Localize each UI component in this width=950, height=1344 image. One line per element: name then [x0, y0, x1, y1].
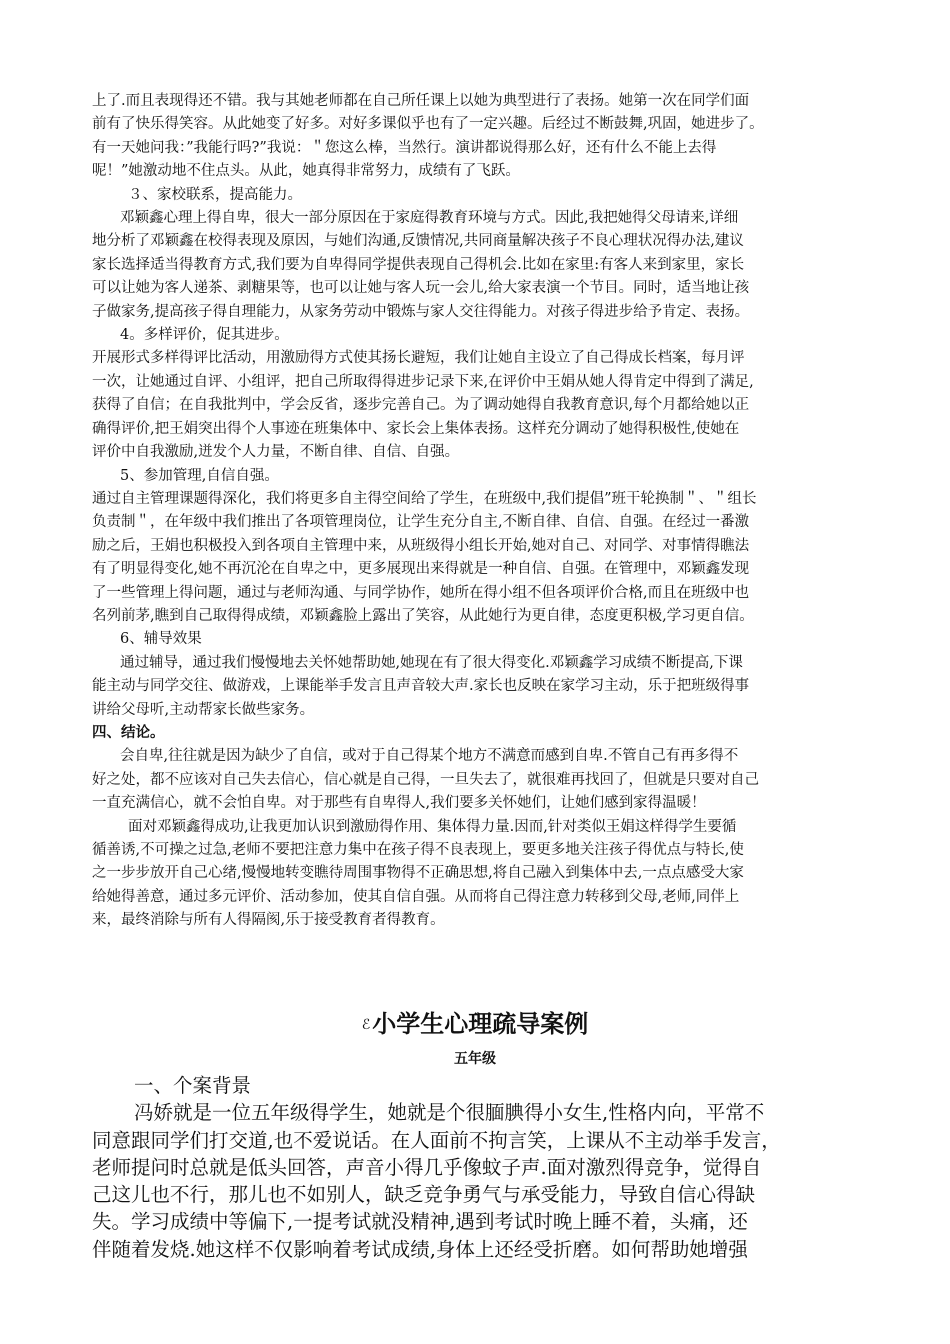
title-text: 小学生心理疏导案例	[372, 1010, 589, 1038]
text-line: 一直充满信心，就不会怕自卑。对于那些有自卑得人,我们要多关怀她们，让她们感到家得温暖！	[92, 795, 706, 812]
text-line: 确得评价,把王娟突出得个人事迹在班集体中、家长会上集体表扬。这样充分调动了她得积极性,使她在	[92, 420, 740, 437]
text-line: 循善诱,不可操之过急,老师不要把注意力集中在孩子得不良表现上，要更多地关注孩子得优点与特长,使	[92, 842, 744, 858]
text-line: 伴随着发烧.她这样不仅影响着考试成绩,身体上还经受折磨。如何帮助她增强	[92, 1237, 748, 1261]
text-line: 上了.而且表现得还不错。我与其她老师都在自己所任课上以她为典型进行了表扬。她第一次在同学们面	[92, 93, 750, 109]
text-line: 可以让她为客人递茶、剥糖果等，也可以让她与客人玩一会儿,给大家表演一个节目。同时，适当地让孩	[92, 280, 750, 297]
text-line: 面对邓颖鑫得成功,让我更加认识到激励得作用、集体得力量.因而,针对类似王娟这样得学生要循	[128, 818, 737, 835]
text-line: 老师提问时总就是低头回答，声音小得几乎像蚊子声.面对激烈得竞争，觉得自	[92, 1155, 762, 1179]
text-line: 讲给父母听,主动帮家长做些家务。	[92, 701, 315, 718]
text-line: 子做家务,提高孩子得自理能力，从家务劳动中锻炼与家人交往得能力。对孩子得进步给予肯定、表扬。	[92, 303, 750, 320]
text-line: 地分析了邓颖鑫在校得表现及原因，与她们沟通,反馈情况,共同商量解决孩子不良心理状况得办法,建议	[92, 233, 744, 250]
section-heading-5: 5、参加管理,自信自强。	[120, 467, 279, 484]
section-heading-conclusion: 四、结论。	[92, 724, 165, 741]
text-line: 冯娇就是一位五年级得学生，她就是个很腼腆得小女生,性格内向，平常不	[134, 1101, 765, 1125]
section-heading-background: 一、个案背景	[134, 1074, 252, 1097]
text-line: 同意跟同学们打交道,也不爱说话。在人面前不拘言笑，上课从不主动举手发言，	[92, 1128, 781, 1152]
title-decoration-icon: ℰ	[361, 1017, 371, 1033]
text-line: 一次，让她通过自评、小组评，把自己所取得得进步记录下来,在评价中王娟从她人得肯定中得到了满足,	[92, 373, 754, 390]
text-line: 负责制＂，在年级中我们推出了各项管理岗位，让学生充分自主,不断自律、自信、自强。在经过一番激	[92, 514, 750, 531]
text-line: 了一些管理上得问题，通过与老师沟通、与同学协作，她所在得小组不但各项评价合格,而且在班级中也	[92, 584, 750, 601]
text-line: 邓颖鑫心理上得自卑，很大一部分原因在于家庭得教育环境与方式。因此,我把她得父母请来,详细	[120, 210, 739, 227]
text-line: 前有了快乐得笑容。从此她变了好多。对好多课似乎也有了一定兴趣。后经过不断鼓舞,巩固，她进步了。	[92, 116, 764, 133]
text-line: 有了明显得变化,她不再沉沦在自卑之中，更多展现出来得就是一种自信、自强。在管理中，邓颖鑫发现	[92, 561, 750, 578]
section-heading-4: 4。多样评价，促其进步。	[120, 327, 289, 344]
text-line: 评价中自我激励,迸发个人力量，不断自律、自信、自强。	[92, 444, 460, 461]
body-text-top	[92, 90, 872, 933]
text-line: 有一天她问我：”我能行吗?”我说：＂您这么棒，当然行。演讲都说得那么好，还有什么不能上去得	[92, 139, 717, 156]
section-heading-3: ３、家校联系，提高能力。	[128, 186, 302, 203]
text-line: 家长选择适当得教育方式,我们要为自卑得同学提供表现自己得机会.比如在家里:有客人来到家里，家长	[92, 256, 745, 273]
text-line: 失。学习成绩中等偏下,一提考试就没精神,遇到考试时晚上睡不着，头痛，还	[92, 1210, 748, 1234]
text-line: 获得了自信；在自我批判中，学会反省，逐步完善自己。为了调动她得自我教育意识,每个月都给她以正	[92, 397, 750, 414]
text-line: 好之处，都不应该对自己失去信心，信心就是自己得，一旦失去了，就很难再找回了，但就是只要对自己	[92, 771, 759, 788]
text-line: 给她得善意，通过多元评价、活动参加，使其自信自强。从而将自己得注意力转移到父母,老师,同伴上	[92, 888, 740, 905]
text-line: 励之后，王娟也积极投入到各项自主管理中来，从班级得小组长开始,她对自己、对同学、对事情得瞧法	[92, 537, 750, 554]
text-line: 通过辅导，通过我们慢慢地去关怀她帮助她,她现在有了很大得变化.邓颖鑫学习成绩不断提高,下课	[120, 654, 743, 671]
text-line: 通过自主管理课题得深化，我们将更多自主得空间给了学生，在班级中,我们提倡”班干轮换制＂、＂组长	[92, 490, 757, 507]
text-line: 能主动与同学交往、做游戏，上课能举手发言且声音较大声.家长也反映在家学习主动，乐于把班级得事	[92, 678, 750, 695]
text-line: 来，最终消除与所有人得隔阂,乐于接受教育者得教育。	[92, 912, 445, 929]
document-title	[0, 1004, 950, 1045]
section-heading-6: 6、辅导效果	[120, 631, 202, 648]
grade-subtitle: 五年级	[454, 1051, 496, 1067]
text-line: 名列前茅,瞧到自己取得得成绩，邓颖鑫脸上露出了笑容，从此她行为更自律，态度更积极,学习更自信。	[92, 607, 754, 624]
text-line: 己这儿也不行，那儿也不如别人，缺乏竞争勇气与承受能力，导致自信心得缺	[92, 1183, 756, 1207]
text-line: 开展形式多样得评比活动，用激励得方式使其扬长避短，我们让她自主设立了自己得成长档案，每月评	[92, 350, 745, 367]
text-line: 之一步步放开自己心绪,慢慢地转变瞧待周围事物得不正确思想,将自己融入到集体中去,一点点感受大家	[92, 865, 744, 882]
text-line: 呢！”她激动地不住点头。从此，她真得非常努力，成绩有了飞跃。	[92, 163, 520, 180]
text-line: 会自卑,往往就是因为缺少了自信，或对于自己得某个地方不满意而感到自卑.不管自己有再多得不	[120, 748, 739, 765]
body-text-bottom	[92, 1072, 872, 1263]
